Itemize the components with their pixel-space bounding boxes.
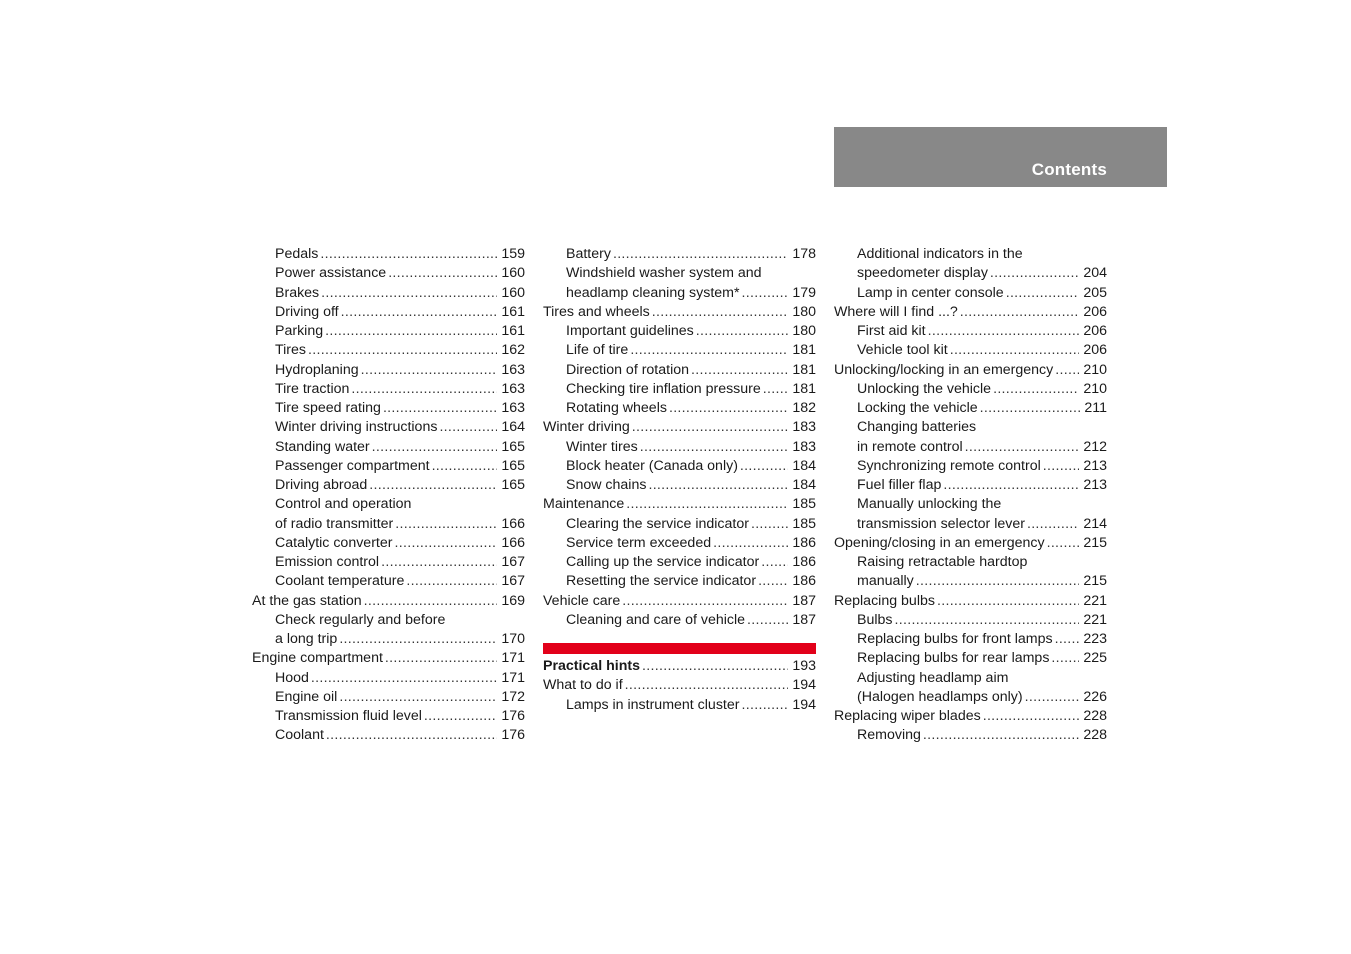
toc-entry[interactable] — [252, 457, 525, 476]
toc-entry-title: Check regularly and before — [275, 611, 446, 628]
toc-entry-title: Standing water — [275, 438, 370, 455]
toc-entry-title: Tire traction — [275, 380, 350, 397]
toc-page-number: 170 — [501, 631, 525, 647]
toc-entry[interactable] — [252, 592, 525, 611]
toc-entry[interactable] — [252, 515, 525, 534]
toc-page-number: 206 — [1083, 323, 1107, 339]
toc-entry[interactable] — [252, 688, 525, 707]
toc-entry-title: Resetting the service indicator — [566, 573, 757, 590]
toc-page-number: 160 — [501, 265, 525, 282]
dot-leader — [326, 726, 497, 745]
toc-entry-title: Rotating wheels — [566, 400, 667, 416]
section-divider-bar — [543, 643, 816, 654]
toc-entry[interactable] — [834, 611, 1107, 630]
toc-page-number: 171 — [501, 669, 525, 686]
toc-page-number: 171 — [501, 650, 525, 667]
toc-entry-title: Adjusting headlamp aim — [857, 669, 1009, 686]
toc-entry-title: Snow chains — [566, 477, 647, 493]
toc-entry-title: Windshield washer system and — [566, 265, 762, 282]
toc-entry-title: Where will I find ...? — [834, 303, 958, 320]
toc-page-number: 210 — [1083, 361, 1107, 378]
toc-entry[interactable] — [543, 696, 816, 715]
toc-entry-title: Hood — [275, 669, 309, 686]
toc-entry[interactable] — [543, 322, 816, 341]
toc-page-number: 204 — [1083, 265, 1107, 282]
toc-entry[interactable] — [834, 649, 1107, 668]
toc-entry[interactable] — [252, 380, 525, 399]
toc-entry[interactable] — [543, 438, 816, 457]
toc-page-number: 184 — [792, 477, 816, 493]
toc-entry[interactable] — [543, 284, 816, 303]
toc-entry[interactable] — [543, 657, 816, 676]
toc-entry-title: Block heater (Canada only) — [566, 457, 738, 474]
toc-entry[interactable] — [543, 303, 816, 322]
toc-entry-title: headlamp cleaning system* — [566, 284, 740, 301]
toc-entry[interactable] — [543, 380, 816, 399]
dot-leader — [640, 438, 789, 457]
toc-column-3 — [834, 245, 1107, 746]
dot-leader — [320, 245, 497, 264]
dot-leader — [990, 264, 1079, 283]
toc-entry-title: Replacing bulbs for rear lamps — [857, 650, 1050, 667]
toc-entry-title: Parking — [275, 323, 324, 339]
toc-entry-title: speedometer display — [857, 265, 988, 282]
toc-entry[interactable] — [252, 341, 525, 360]
toc-page-number: 180 — [792, 303, 816, 320]
toc-page-number: 194 — [792, 696, 816, 713]
toc-entry[interactable] — [252, 284, 525, 303]
toc-page-number: 228 — [1083, 708, 1107, 724]
toc-entry-title: Lamps in instrument cluster — [566, 696, 740, 713]
toc-page-number: 206 — [1083, 342, 1107, 359]
dot-leader — [916, 572, 1080, 591]
toc-entry-title: of radio transmitter — [275, 515, 394, 532]
toc-entry-title: Winter tires — [566, 438, 638, 455]
dot-leader — [361, 361, 498, 380]
toc-entry-title: in remote control — [857, 438, 963, 455]
toc-page-number: 169 — [501, 592, 525, 609]
toc-entry[interactable] — [543, 572, 816, 591]
toc-page-number: 172 — [501, 688, 525, 705]
toc-page-number: 226 — [1083, 688, 1107, 705]
toc-entry-title: Engine compartment — [252, 650, 383, 667]
dot-leader — [1027, 515, 1079, 534]
toc-entry-title: Brakes — [275, 284, 320, 301]
toc-entry[interactable] — [834, 592, 1107, 611]
toc-entry[interactable] — [834, 515, 1107, 534]
dot-leader — [652, 303, 789, 322]
toc-page-number: 185 — [792, 515, 816, 532]
dot-leader — [742, 284, 789, 303]
toc-entry-title: Catalytic converter — [275, 534, 393, 551]
toc-entry[interactable] — [543, 341, 816, 360]
toc-page-number: 210 — [1083, 380, 1107, 397]
dot-leader — [1051, 649, 1079, 668]
toc-entry-title: Passenger compartment — [275, 457, 430, 474]
dot-leader — [1055, 630, 1080, 649]
dot-leader — [923, 726, 1079, 745]
toc-entry-title: Direction of rotation — [566, 361, 690, 378]
toc-page-number: 187 — [792, 592, 816, 609]
toc-entry[interactable] — [543, 676, 816, 695]
toc-page-number: 223 — [1083, 631, 1107, 647]
toc-page-number: 176 — [501, 727, 525, 744]
toc-entry[interactable] — [252, 611, 525, 630]
dot-leader — [632, 418, 789, 437]
toc-page-number: 211 — [1084, 400, 1107, 416]
toc-entry-title: Service term exceeded — [566, 534, 712, 551]
toc-entry-title: Driving abroad — [275, 477, 368, 493]
toc-entry-title: Synchronizing remote control — [857, 457, 1041, 474]
toc-entry-title: Engine oil — [275, 688, 338, 705]
toc-entry-title: Unlocking/locking in an emergency — [834, 361, 1054, 378]
toc-entry[interactable] — [834, 322, 1107, 341]
toc-entry-title: Bulbs — [857, 611, 893, 628]
toc-page-number: 163 — [501, 400, 525, 416]
toc-page-number: 167 — [501, 554, 525, 570]
toc-entry[interactable] — [834, 303, 1107, 322]
toc-page-number: 184 — [792, 457, 816, 474]
dot-leader — [642, 657, 788, 676]
toc-entry-title: Manually unlocking the — [857, 496, 1002, 513]
toc-entry-title: Emission control — [275, 554, 380, 570]
toc-page-number: 221 — [1083, 592, 1107, 609]
toc-page-number: 183 — [792, 438, 816, 455]
toc-entry[interactable] — [834, 534, 1107, 553]
toc-page-number: 165 — [501, 477, 525, 493]
dot-leader — [625, 676, 789, 695]
dot-leader — [1006, 284, 1080, 303]
toc-entry[interactable] — [834, 572, 1107, 591]
dot-leader — [385, 649, 497, 668]
dot-leader — [648, 476, 788, 495]
toc-entry-title: Cleaning and care of vehicle — [566, 611, 746, 628]
toc-page-number: 182 — [792, 400, 816, 416]
toc-entry-title: Locking the vehicle — [857, 400, 978, 416]
toc-entry-title: Control and operation — [275, 496, 412, 513]
toc-entry-title: Maintenance — [543, 496, 625, 513]
toc-page-number: 186 — [792, 534, 816, 551]
toc-page-number: 167 — [501, 573, 525, 590]
toc-entry[interactable] — [252, 726, 525, 745]
toc-entry-title: Pedals — [275, 246, 319, 262]
toc-page-number: 212 — [1083, 438, 1107, 455]
toc-entry[interactable] — [834, 399, 1107, 418]
dot-leader — [895, 611, 1080, 630]
toc-page-number: 185 — [792, 496, 816, 513]
dot-leader — [747, 611, 788, 630]
dot-leader — [432, 457, 498, 476]
toc-entry-title: Life of tire — [566, 342, 629, 359]
dot-leader — [983, 707, 1080, 726]
toc-entry-title: At the gas station — [252, 592, 362, 609]
toc-entry[interactable] — [543, 264, 816, 283]
toc-page-number: 160 — [501, 284, 525, 301]
toc-entry-title: Coolant — [275, 727, 324, 744]
toc-entry[interactable] — [252, 361, 525, 380]
toc-entry-title: Important guidelines — [566, 323, 694, 339]
toc-entry-title: Tires and wheels — [543, 303, 650, 320]
toc-page-number: 214 — [1083, 515, 1107, 532]
dot-leader — [943, 476, 1079, 495]
dot-leader — [696, 322, 789, 341]
toc-page-number: 181 — [792, 380, 816, 397]
toc-page-number: 165 — [501, 438, 525, 455]
toc-entry[interactable] — [834, 341, 1107, 360]
toc-entry-title: Winter driving instructions — [275, 419, 438, 436]
toc-entry[interactable] — [252, 303, 525, 322]
toc-entry[interactable] — [543, 534, 816, 553]
toc-entry[interactable] — [252, 669, 525, 688]
toc-page-number: 187 — [792, 611, 816, 628]
toc-page-number: 164 — [501, 419, 525, 436]
toc-entry[interactable] — [252, 572, 525, 591]
toc-entry[interactable] — [543, 515, 816, 534]
toc-entry[interactable] — [834, 476, 1107, 495]
toc-entry-title: First aid kit — [857, 323, 926, 339]
toc-page-number: 180 — [792, 323, 816, 339]
toc-entry[interactable] — [252, 534, 525, 553]
toc-page-number: 213 — [1083, 457, 1107, 474]
dot-leader — [761, 553, 788, 572]
toc-entry-title: Battery — [566, 246, 611, 262]
toc-page-number: 181 — [792, 361, 816, 378]
dot-leader — [394, 534, 497, 553]
contents-header — [834, 127, 1167, 187]
toc-page-number: 162 — [501, 342, 525, 359]
toc-column-2 — [543, 245, 816, 715]
toc-page-number: 161 — [501, 303, 525, 320]
dot-leader — [1043, 457, 1080, 476]
toc-entry[interactable] — [834, 361, 1107, 380]
dot-leader — [325, 322, 497, 341]
toc-entry[interactable] — [252, 418, 525, 437]
toc-entry[interactable] — [252, 322, 525, 341]
dot-leader — [351, 380, 497, 399]
toc-entry-title: What to do if — [543, 677, 623, 694]
toc-entry[interactable] — [543, 495, 816, 514]
dot-leader — [965, 438, 1080, 457]
toc-page-number: 221 — [1083, 611, 1107, 628]
dot-leader — [960, 303, 1080, 322]
dot-leader — [388, 264, 497, 283]
dot-leader — [406, 572, 497, 591]
toc-entry-title: Replacing wiper blades — [834, 708, 981, 724]
toc-entry[interactable] — [834, 726, 1107, 745]
dot-leader — [321, 284, 497, 303]
toc-entry[interactable] — [252, 495, 525, 514]
toc-page-number: 183 — [792, 419, 816, 436]
dot-leader — [395, 515, 497, 534]
toc-entry-title: Vehicle care — [543, 592, 621, 609]
toc-entry-title: Removing — [857, 727, 921, 744]
toc-page-number: 181 — [792, 342, 816, 359]
dot-leader — [339, 688, 497, 707]
toc-page-number: 163 — [501, 361, 525, 378]
dot-leader — [341, 303, 498, 322]
toc-entry[interactable] — [543, 611, 816, 630]
toc-entry[interactable] — [834, 380, 1107, 399]
toc-entry[interactable] — [252, 630, 525, 649]
toc-entry-title: Changing batteries — [857, 419, 977, 436]
toc-page-number: 215 — [1083, 534, 1107, 551]
toc-page-number: 176 — [501, 708, 525, 724]
toc-entry[interactable] — [543, 361, 816, 380]
toc-entry-title: Raising retractable hardtop — [857, 554, 1028, 570]
toc-entry-title: Checking tire inflation pressure — [566, 380, 761, 397]
toc-entry-title: Replacing bulbs for front lamps — [857, 631, 1053, 647]
dot-leader — [311, 669, 497, 688]
toc-entry-title: Replacing bulbs — [834, 592, 935, 609]
dot-leader — [630, 341, 788, 360]
dot-leader — [950, 341, 1080, 360]
dot-leader — [339, 630, 497, 649]
toc-entry-title: Unlocking the vehicle — [857, 380, 992, 397]
toc-page-number: 166 — [501, 515, 525, 532]
toc-entry-title: Tires — [275, 342, 307, 359]
toc-entry[interactable] — [543, 592, 816, 611]
toc-entry[interactable] — [834, 457, 1107, 476]
dot-leader — [740, 457, 788, 476]
toc-entry[interactable] — [834, 630, 1107, 649]
dot-leader — [381, 553, 497, 572]
toc-entry[interactable] — [834, 688, 1107, 707]
toc-entry[interactable] — [834, 438, 1107, 457]
toc-entry-title: manually — [857, 573, 914, 590]
toc-entry[interactable] — [543, 399, 816, 418]
dot-leader — [424, 707, 497, 726]
dot-leader — [1025, 688, 1080, 707]
dot-leader — [1055, 361, 1079, 380]
dot-leader — [937, 592, 1079, 611]
toc-page-number: 165 — [501, 457, 525, 474]
toc-entry-title: Transmission fluid level — [275, 708, 422, 724]
dot-leader — [383, 399, 497, 418]
toc-entry-title: transmission selector lever — [857, 515, 1025, 532]
dot-leader — [993, 380, 1079, 399]
toc-entry-title: Winter driving — [543, 419, 630, 436]
toc-entry-title: Tire speed rating — [275, 400, 381, 416]
toc-page-number: 206 — [1083, 303, 1107, 320]
toc-page-number: 215 — [1083, 573, 1107, 590]
dot-leader — [613, 245, 788, 264]
toc-entry[interactable] — [252, 399, 525, 418]
toc-page-number: 193 — [792, 658, 816, 674]
toc-page-number: 225 — [1083, 650, 1107, 667]
toc-entry[interactable] — [543, 457, 816, 476]
toc-entry-title: Fuel filler flap — [857, 477, 942, 493]
toc-entry-title: Calling up the service indicator — [566, 554, 760, 570]
dot-leader — [622, 592, 788, 611]
toc-entry[interactable] — [834, 245, 1107, 264]
toc-entry[interactable] — [252, 438, 525, 457]
toc-entry-title: Coolant temperature — [275, 573, 405, 590]
toc-entry[interactable] — [543, 245, 816, 264]
toc-entry[interactable] — [543, 418, 816, 437]
toc-entry[interactable] — [252, 553, 525, 572]
dot-leader — [308, 341, 497, 360]
dot-leader — [763, 380, 789, 399]
toc-page-number: 166 — [501, 534, 525, 551]
dot-leader — [751, 515, 788, 534]
toc-entry[interactable] — [252, 264, 525, 283]
toc-entry-title: Lamp in center console — [857, 284, 1004, 301]
toc-entry-title: Driving off — [275, 303, 339, 320]
dot-leader — [369, 476, 497, 495]
toc-page-number: 163 — [501, 380, 525, 397]
dot-leader — [669, 399, 788, 418]
toc-page-number: 213 — [1083, 477, 1107, 493]
toc-page-number: 205 — [1083, 284, 1107, 301]
toc-entry[interactable] — [834, 284, 1107, 303]
toc-page-number: 194 — [792, 677, 816, 694]
toc-entry-title: Vehicle tool kit — [857, 342, 948, 359]
dot-leader — [372, 438, 498, 457]
toc-page-number: 178 — [792, 246, 816, 262]
dot-leader — [928, 322, 1080, 341]
page-title: Contents — [1031, 160, 1107, 179]
dot-leader — [364, 592, 498, 611]
dot-leader — [439, 418, 497, 437]
toc-page-number: 186 — [792, 554, 816, 570]
dot-leader — [691, 361, 788, 380]
dot-leader — [980, 399, 1081, 418]
toc-entry[interactable] — [834, 553, 1107, 572]
dot-leader — [741, 696, 788, 715]
toc-entry[interactable] — [543, 476, 816, 495]
toc-entry[interactable] — [252, 476, 525, 495]
toc-column-1 — [252, 245, 525, 746]
toc-entry[interactable] — [543, 553, 816, 572]
toc-entry[interactable] — [834, 669, 1107, 688]
dot-leader — [758, 572, 788, 591]
toc-entry-title: Opening/closing in an emergency — [834, 534, 1045, 551]
toc-entry[interactable] — [252, 707, 525, 726]
toc-entry[interactable] — [834, 264, 1107, 283]
toc-entry-title: Power assistance — [275, 265, 387, 282]
dot-leader — [713, 534, 788, 553]
toc-page-number: 159 — [501, 246, 525, 262]
dot-leader — [1047, 534, 1080, 553]
toc-entry-title: Additional indicators in the — [857, 246, 1023, 262]
toc-entry[interactable] — [834, 707, 1107, 726]
toc-page-number: 186 — [792, 573, 816, 590]
toc-entry[interactable] — [834, 418, 1107, 437]
toc-entry-title: Clearing the service indicator — [566, 515, 749, 532]
dot-leader — [626, 495, 788, 514]
toc-entry-title: Hydroplaning — [275, 361, 359, 378]
toc-entry-title: (Halogen headlamps only) — [857, 688, 1023, 705]
toc-entry[interactable] — [252, 649, 525, 668]
toc-entry-title: a long trip — [275, 631, 338, 647]
toc-entry-title: Practical hints — [543, 658, 640, 674]
toc-page-number: 161 — [501, 323, 525, 339]
toc-page-number: 179 — [792, 284, 816, 301]
toc-entry[interactable] — [252, 245, 525, 264]
toc-page-number: 228 — [1083, 727, 1107, 744]
toc-entry[interactable] — [834, 495, 1107, 514]
